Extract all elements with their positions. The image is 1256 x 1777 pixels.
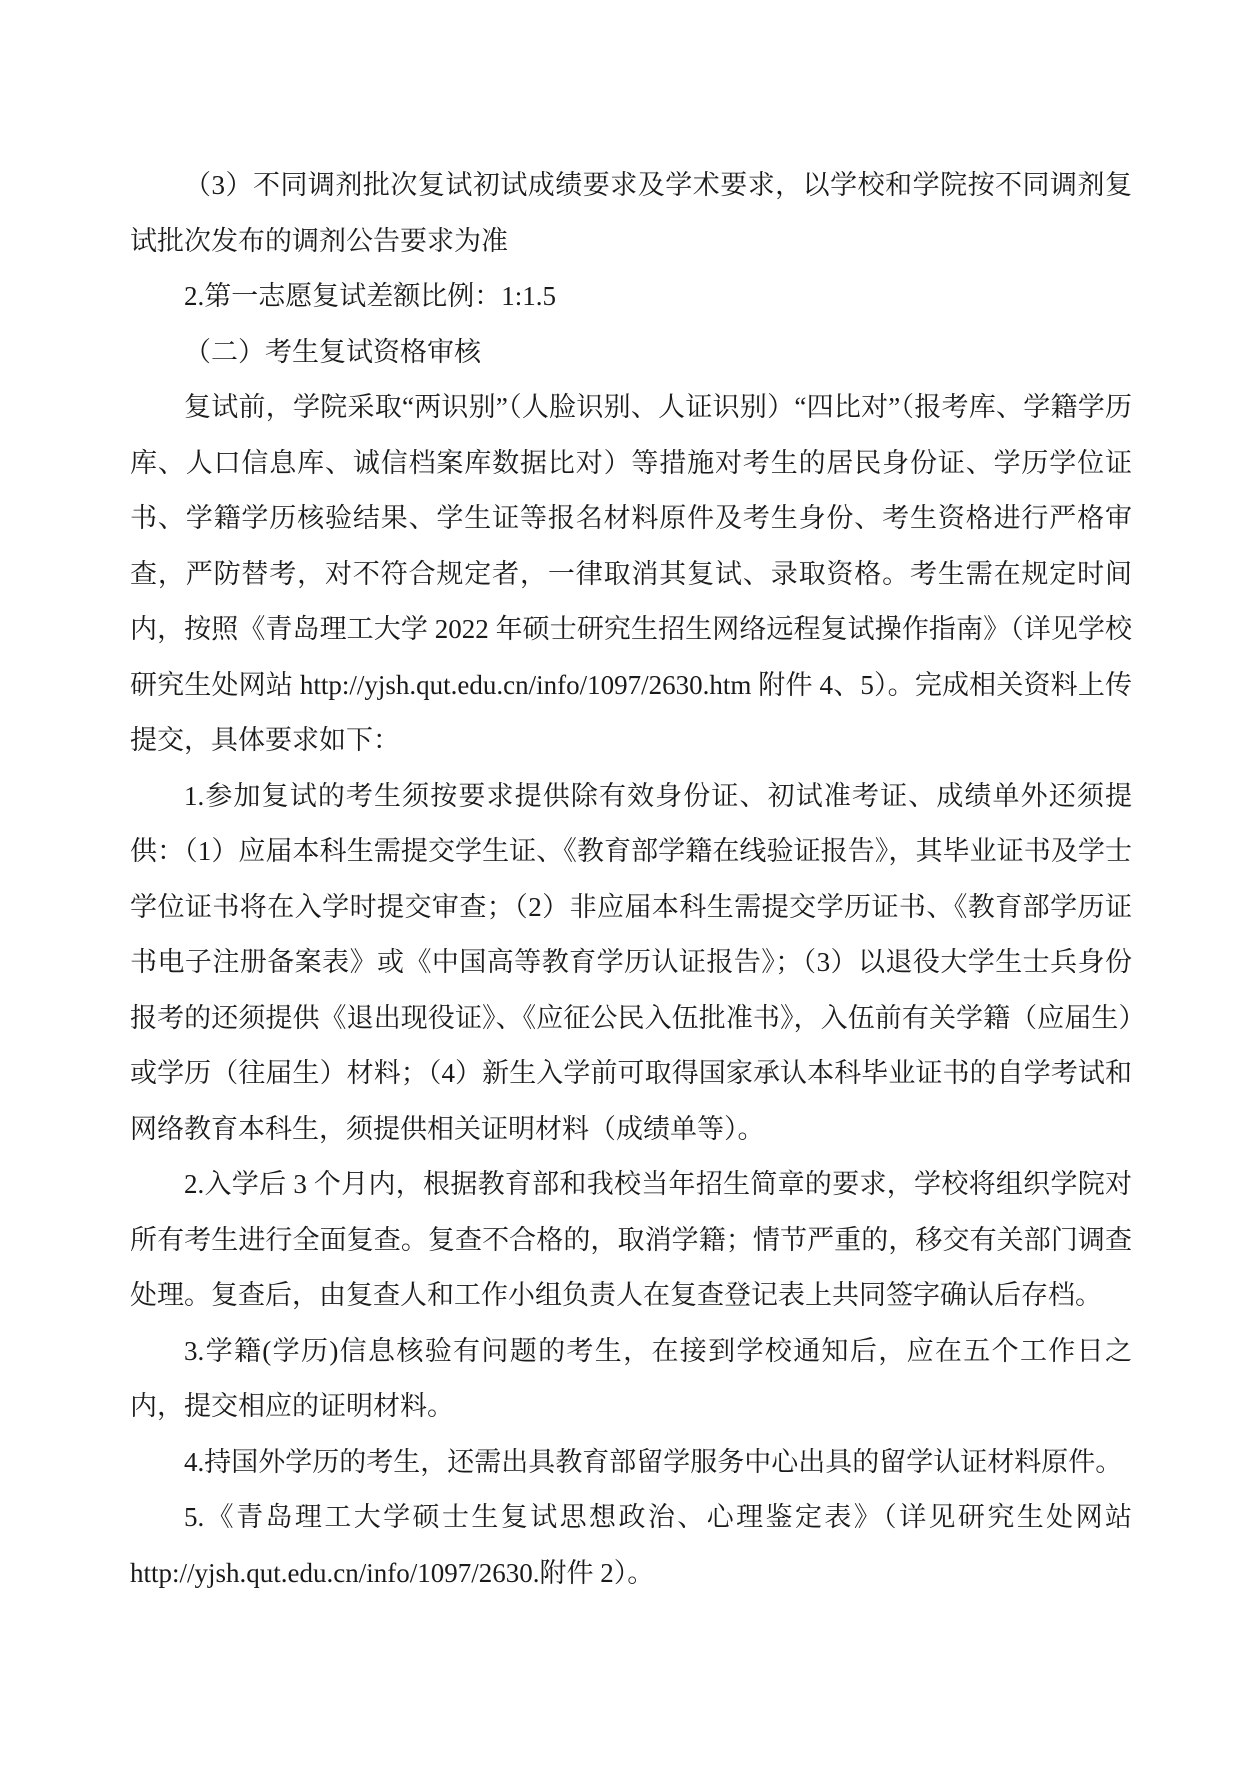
paragraph-identity-verification-measures: 复试前，学院采取“两识别”（人脸识别、人证识别）“四比对”（报考库、学籍学历库、人口信息库、诚信档案库数据比对）等措施对考生的居民身份证、学历学位证书、学籍学历核验结果、学生证等报名材料原件及考生身份、考生资格进行严格审查，严防替考，对不符合规定者，一律取消其复试、录取资格。考生需在规定时间内，按照《青岛理工大学 2022 年硕士研究生招生网络远程复试操作指南》（详见学校研究生处网站 http://yjsh.qut.edu.cn/info/1097/2630.htm 附件 4、5）。完成相关资料上传提交，具体要求如下： [130, 392, 1132, 755]
paragraph-first-choice-ratio: 2.第一志愿复试差额比例：1:1.5 [184, 281, 557, 311]
paragraph-ideological-psychological-form: 5.《青岛理工大学硕士生复试思想政治、心理鉴定表》（详见研究生处网站 http://yjsh.qut.edu.cn/info/1097/2630.附件 2）。 [130, 1502, 1132, 1588]
paragraph-foreign-degree-certification: 4.持国外学历的考生，还需出具教育部留学服务中心出具的留学认证材料原件。 [184, 1446, 1123, 1477]
paragraph-record-verification-issue: 3.学籍(学历)信息核验有问题的考生，在接到学校通知后，应在五个工作日之内，提交相应的证明材料。 [130, 1335, 1132, 1421]
paragraph-adjustment-batch-requirement: （3）不同调剂批次复试初试成绩要求及学术要求，以学校和学院按不同调剂复试批次发布的调剂公告要求为准 [130, 170, 1132, 256]
paragraph-post-enrollment-recheck: 2.入学后 3 个月内，根据教育部和我校当年招生简章的要求，学校将组织学院对所有考生进行全面复查。复查不合格的，取消学籍；情节严重的，移交有关部门调查处理。复查后，由复查人和工作小组负责人在复查登记表上共同签字确认后存档。 [130, 1169, 1132, 1310]
document-body [130, 158, 1132, 1601]
paragraph-required-materials: 1.参加复试的考生须按要求提供除有效身份证、初试准考证、成绩单外还须提供：（1）应届本科生需提交学生证、《教育部学籍在线验证报告》，其毕业证书及学士学位证书将在入学时提交审查；（2）非应届本科生需提交学历证书、《教育部学历证书电子注册备案表》或《中国高等教育学历认证报告》；（3）以退役大学生士兵身份报考的还须提供《退出现役证》、《应征公民入伍批准书》，入伍前有关学籍（应届生）或学历（往届生）材料；（4）新生入学前可取得国家承认本科毕业证书的自学考试和网络教育本科生，须提供相关证明材料（成绩单等）。 [130, 780, 1132, 1144]
heading-candidate-qualification-review: （二）考生复试资格审核 [184, 336, 481, 367]
